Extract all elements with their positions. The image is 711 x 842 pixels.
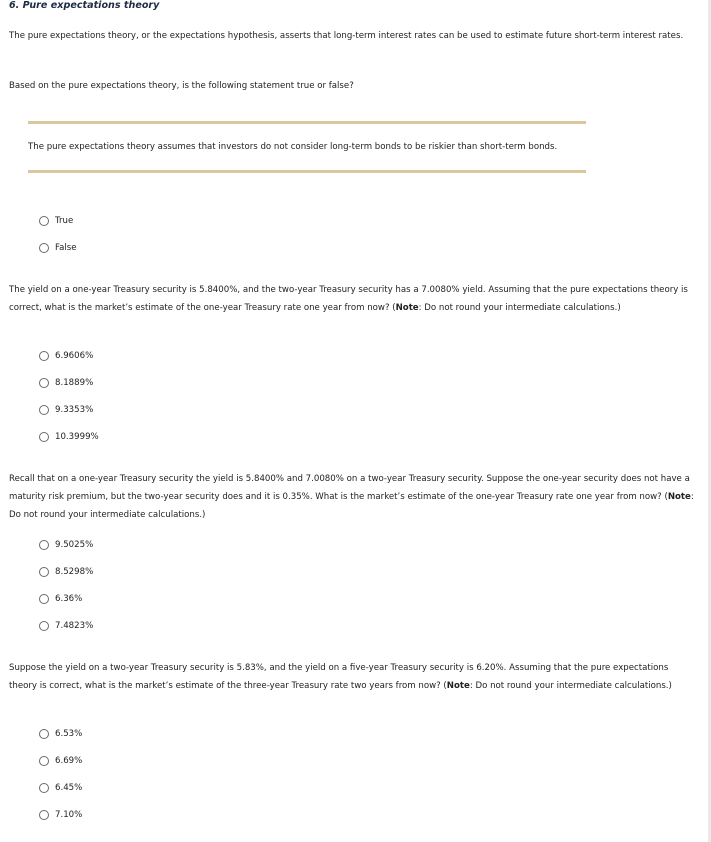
q3-text: Recall that on a one-year Treasury security the yield is 5.8400% and 7.0080% on a two-year Treasury security. Suppose the one-year security does not have a maturity risk premium, but the two-year security does and it is 0.35%. What is the market’s estimate of the one-year Treasury rate one year from now? (Note: Do not round your intermediate calculations.) — [9, 474, 694, 520]
q2-option-4[interactable] — [39, 430, 99, 444]
q4-option-2[interactable] — [39, 754, 82, 768]
q4-option-1[interactable] — [39, 727, 82, 741]
option-label: 6.53% — [55, 729, 83, 739]
statement-box — [28, 121, 586, 173]
statement-text: The pure expectations theory assumes that investors do not consider long-term bonds to be riskier than short-term bonds. — [28, 142, 558, 152]
radio-button[interactable] — [39, 783, 49, 793]
q2-option-3[interactable] — [39, 403, 93, 417]
option-label: 9.3353% — [55, 405, 94, 415]
page-title: 6. Pure expectations theory — [9, 0, 160, 11]
q3-option-1[interactable] — [39, 538, 93, 552]
radio-button[interactable] — [39, 540, 49, 550]
radio-button[interactable] — [39, 378, 49, 388]
q2-text: The yield on a one-year Treasury security is 5.8400%, and the two-year Treasury security has a 7.0080% yield. Assuming that the pure expectations theory is correct, what is the market’s estimate of the one-year Treasury rate one year from now? (Note: Do not round your intermediate calculations.) — [9, 285, 688, 313]
radio-button[interactable] — [39, 216, 49, 226]
radio-button[interactable] — [39, 594, 49, 604]
radio-button[interactable] — [39, 756, 49, 766]
q3-option-4[interactable] — [39, 619, 93, 633]
radio-button[interactable] — [39, 567, 49, 577]
option-label: False — [55, 243, 77, 253]
option-label: 6.36% — [55, 594, 83, 604]
radio-button[interactable] — [39, 351, 49, 361]
q1-option-false[interactable] — [39, 241, 77, 255]
radio-button[interactable] — [39, 729, 49, 739]
intro-paragraph: The pure expectations theory, or the expectations hypothesis, asserts that long-term interest rates can be used to estimate future short-term interest rates. — [9, 31, 684, 41]
q4-text: Suppose the yield on a two-year Treasury security is 5.83%, and the yield on a five-year Treasury security is 6.20%. Assuming that the pure expectations theory is correct, what is the market’s estimate of the three-year Treasury rate two years from now? (Note: Do not round your intermediate calculations.) — [9, 663, 672, 691]
q3-option-2[interactable] — [39, 565, 93, 579]
q4-option-3[interactable] — [39, 781, 82, 795]
radio-button[interactable] — [39, 621, 49, 631]
q1-option-true[interactable] — [39, 214, 73, 228]
radio-button[interactable] — [39, 810, 49, 820]
option-label: 6.9606% — [55, 351, 94, 361]
option-label: 8.5298% — [55, 567, 94, 577]
option-label: 10.3999% — [55, 432, 99, 442]
q2-option-1[interactable] — [39, 349, 93, 363]
option-label: 6.69% — [55, 756, 83, 766]
radio-button[interactable] — [39, 405, 49, 415]
option-label: 7.4823% — [55, 621, 94, 631]
option-label: 8.1889% — [55, 378, 94, 388]
q1-prompt: Based on the pure expectations theory, is the following statement true or false? — [9, 81, 354, 91]
option-label: True — [55, 216, 74, 226]
q3-option-3[interactable] — [39, 592, 82, 606]
option-label: 7.10% — [55, 810, 83, 820]
q2-option-2[interactable] — [39, 376, 93, 390]
option-label: 9.5025% — [55, 540, 94, 550]
option-label: 6.45% — [55, 783, 83, 793]
radio-button[interactable] — [39, 243, 49, 253]
q4-option-4[interactable] — [39, 808, 82, 822]
radio-button[interactable] — [39, 432, 49, 442]
